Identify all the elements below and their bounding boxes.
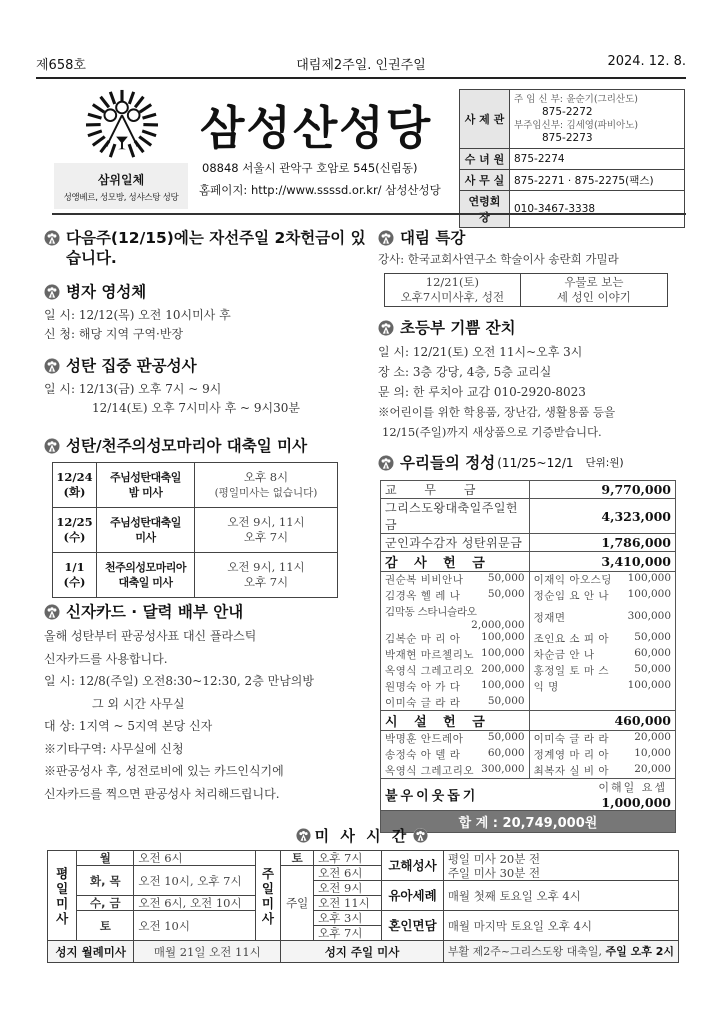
notice-line: 문 의: 한 루치아 교감 010-2920-8023 [378,385,586,399]
notice-line: 12/15(주일)까지 새상품으로 기증받습니다. [382,425,602,439]
notice-children-party [378,318,683,442]
emblem-icon [44,358,60,374]
emblem-icon [378,230,394,246]
notice-advent-lecture [378,228,683,307]
emblem-icon [44,230,60,246]
notice-line: 일 시: 12/21(토) 오전 11시~오후 3시 [378,345,583,359]
table-row: 군인과수감자 성탄위문금 1,786,000 [381,534,676,552]
emblem-icon [44,284,60,300]
christmas-mass-table [52,462,338,598]
table-row: 박명훈 안드레아 50,000 이미숙 글 라 라 20,000 [381,731,676,747]
table-row: 시 설 헌 금 460,000 [381,711,676,731]
notice-card [44,602,374,805]
offerings-section [378,453,683,473]
emblem-icon [296,828,311,843]
table-row: 원명숙 아 가 다 100,000 익 명 100,000 [381,679,676,695]
notice-confession [44,356,374,418]
emblem-icon [378,455,394,471]
issue-number: 제658호 [36,58,86,73]
office-label: 사 무 실 [460,170,510,191]
liturgical-title: 대림제2주일. 인권주일 [296,58,426,73]
table-row: 송정숙 아 델 라 60,000 정계영 마 리 아 10,000 [381,747,676,763]
church-name: 삼성산성당 [200,101,433,155]
issue-date: 2024. 12. 8. [607,54,686,69]
table-row: 12/24 (화) 주님성탄대축일 밤 미사 오후 8시 (평일미사는 없습니다) [53,463,338,508]
notice-line: 대 상: 1지역 ~ 5지역 본당 신자 [44,719,213,733]
shrine-monthly-text: 매월 21일 오전 11시 [134,941,281,963]
notice-line: 일 시: 12/13(금) 오후 7시 ~ 9시 [44,382,222,396]
notice-title: 우리들의 정성 [400,454,496,472]
weekday-label: 평 일 미 사 [48,851,77,941]
notice-title: 다음주(12/15)에는 자선주일 2차헌금이 있습니다. [66,229,366,267]
trinity-subtitle: 성앵베르, 성모방, 성샤스탕 성당 [63,193,179,203]
contact-table: 사 제 관 주 임 신 부: 윤순기(그리산도) 875-2272 부주임신부: 김세영(파비아노) 875-2273 수 녀 원 875-2274 사 무 실 875-2271 · 875-2275(팩스) 연령회장 010-3467-3338 [459,89,685,228]
notice-next-week [44,228,374,268]
notice-title: 성탄/천주의성모마리아 대축일 미사 [66,437,308,455]
table-row: 감 사 헌 금 3,410,000 [381,552,676,572]
emblem-icon [378,320,394,336]
table-row: 불우이웃돕기 이해일 요셉1,000,000 [381,779,676,811]
lecture-speaker: 강사: 한국교회사연구소 학술이사 송란희 가밀라 [378,252,619,266]
emblem-icon [44,438,60,454]
notice-line: 신 청: 해당 지역 구역·반장 [44,327,184,341]
rectory-label: 사 제 관 [460,90,510,149]
shrine-monthly-label: 성지 월례미사 [48,941,134,963]
notice-title: 병자 영성체 [66,283,147,301]
notice-line: 신자카드를 찍으면 판공성사 처리해드립니다. [44,786,280,801]
notice-line: 장 소: 3층 강당, 4층, 5층 교리실 [378,365,552,379]
notice-line: ※기타구역: 사무실에 신청 [44,741,184,756]
homepage-link[interactable]: 홈페이지: http://www.ssssd.or.kr/ 삼성산성당 [199,183,441,197]
notice-sick-communion [44,282,374,344]
table-row: 김복순 마 리 아 100,000 조인요 소 피 아 50,000 [381,631,676,647]
lecture-table: 12/21(토) 오후7시미사후, 성전 우물로 보는 세 성인 이야기 [384,273,668,307]
notice-title: 대림 특강 [400,229,466,247]
church-emblem-icon [83,88,161,160]
offerings-total: 합 계 : 20,749,000원 [381,811,676,833]
notice-line: 12/14(토) 오후 7시미사 후 ~ 9시30분 [92,401,300,415]
table-row: 이미숙 글 라 라 50,000 [381,695,676,711]
pastor-phone: 875-2272 [542,106,593,118]
table-row: 옥영식 그레고리오 300,000 최복자 실 비 아 20,000 [381,763,676,779]
address: 08848 서울시 관악구 호암로 545(신림동) [202,161,418,175]
shrine-sunday-text: 부활 제2주~그리스도왕 대축일, [447,944,603,958]
emblem-icon [413,828,428,843]
notice-title: 초등부 기쁨 잔치 [400,319,516,337]
divider [36,77,686,79]
council-label: 연령회장 [460,191,510,228]
table-row: 옥영식 그레고리오 200,000 홍정일 토 마 스 50,000 [381,663,676,679]
notice-line: 그 외 시간 사무실 [92,696,185,711]
sunday-label: 주 일 미 사 [255,851,281,941]
mass-schedule-table: 평 일 미 사 월 오전 6시 주 일 미 사 토 오후 7시 고해성사 평일 미사 20분 전 주일 미사 30분 전 화, 목 오전 10시, 오후 7시 주일 오전 6시 오전 9시 유아세례 매월 첫째 토요일 오후 4시 수, 금 오전 6시, 오전 10시 오전 11시 토 오전 10시 오후 3시 혼인면담 매월 마지막 토요일 오후 4시 오후 7시 성지 월례미사 매월 21일 오전 11시 성지 주일 미사 부활 제2주~그리스도왕 대축일, 주일 오후 2시 [47,850,679,963]
table-row: 권순복 비비안나 50,000 이재익 아오스딩 100,000 [381,572,676,588]
notice-christmas-mass [44,436,374,598]
convent-phone: 875-2274 [510,149,685,170]
trinity-title: 삼위일체 [97,173,145,187]
table-row: 김막동 스타니슬라오 2,000,000 정재면 300,000 [381,604,676,631]
assistant-name: 김세영(파비아노) [566,120,639,131]
emblem-icon [44,604,60,620]
notice-line: 올해 성탄부터 판공성사표 대신 플라스틱 [44,629,257,643]
notice-line: ※어린이를 위한 학용품, 장난감, 생활용품 등을 [378,405,616,419]
notice-title: 성탄 집중 판공성사 [66,357,197,375]
shrine-sunday-label: 성지 주일 미사 [281,941,444,963]
table-row: 1/1 (수) 천주의성모마리아 대축일 미사 오전 9시, 11시 오후 7시 [53,553,338,598]
notice-line: ※판공성사 후, 성전로비에 있는 카드인식기에 [44,764,284,778]
assistant-phone: 875-2273 [542,132,593,144]
table-row: 교 무 금 9,770,000 [381,481,676,499]
divider [52,213,686,215]
offerings-table [380,480,676,833]
office-phone: 875-2271 · 875-2275(팩스) [510,170,685,191]
trinity-box [54,163,188,209]
table-row: 박재현 마르첼리노 100,000 차순금 안 나 60,000 [381,647,676,663]
pastor-name: 윤순기(그리산도) [566,94,638,105]
offerings-period: (11/25~12/1 [497,456,574,470]
offerings-unit: 단위:원) [585,457,624,469]
mass-schedule-title: 미 사 시 간 [0,825,724,846]
notice-title: 신자카드 · 달력 배부 안내 [66,603,244,621]
notice-line: 일 시: 12/8(주일) 오전8:30~12:30, 2층 만남의방 [44,674,314,688]
table-row: 그리스도왕대축일주일헌금 4,323,000 [381,499,676,534]
notice-line: 일 시: 12/12(목) 오전 10시미사 후 [44,308,231,322]
council-phone: 010-3467-3338 [510,191,685,228]
convent-label: 수 녀 원 [460,149,510,170]
notice-line: 신자카드를 사용합니다. [44,651,168,666]
masthead [36,54,686,76]
table-row: 김경옥 헬 레 나 50,000 정순임 요 안 나 100,000 [381,588,676,604]
table-row: 12/25 (수) 주님성탄대축일 미사 오전 9시, 11시 오후 7시 [53,508,338,553]
